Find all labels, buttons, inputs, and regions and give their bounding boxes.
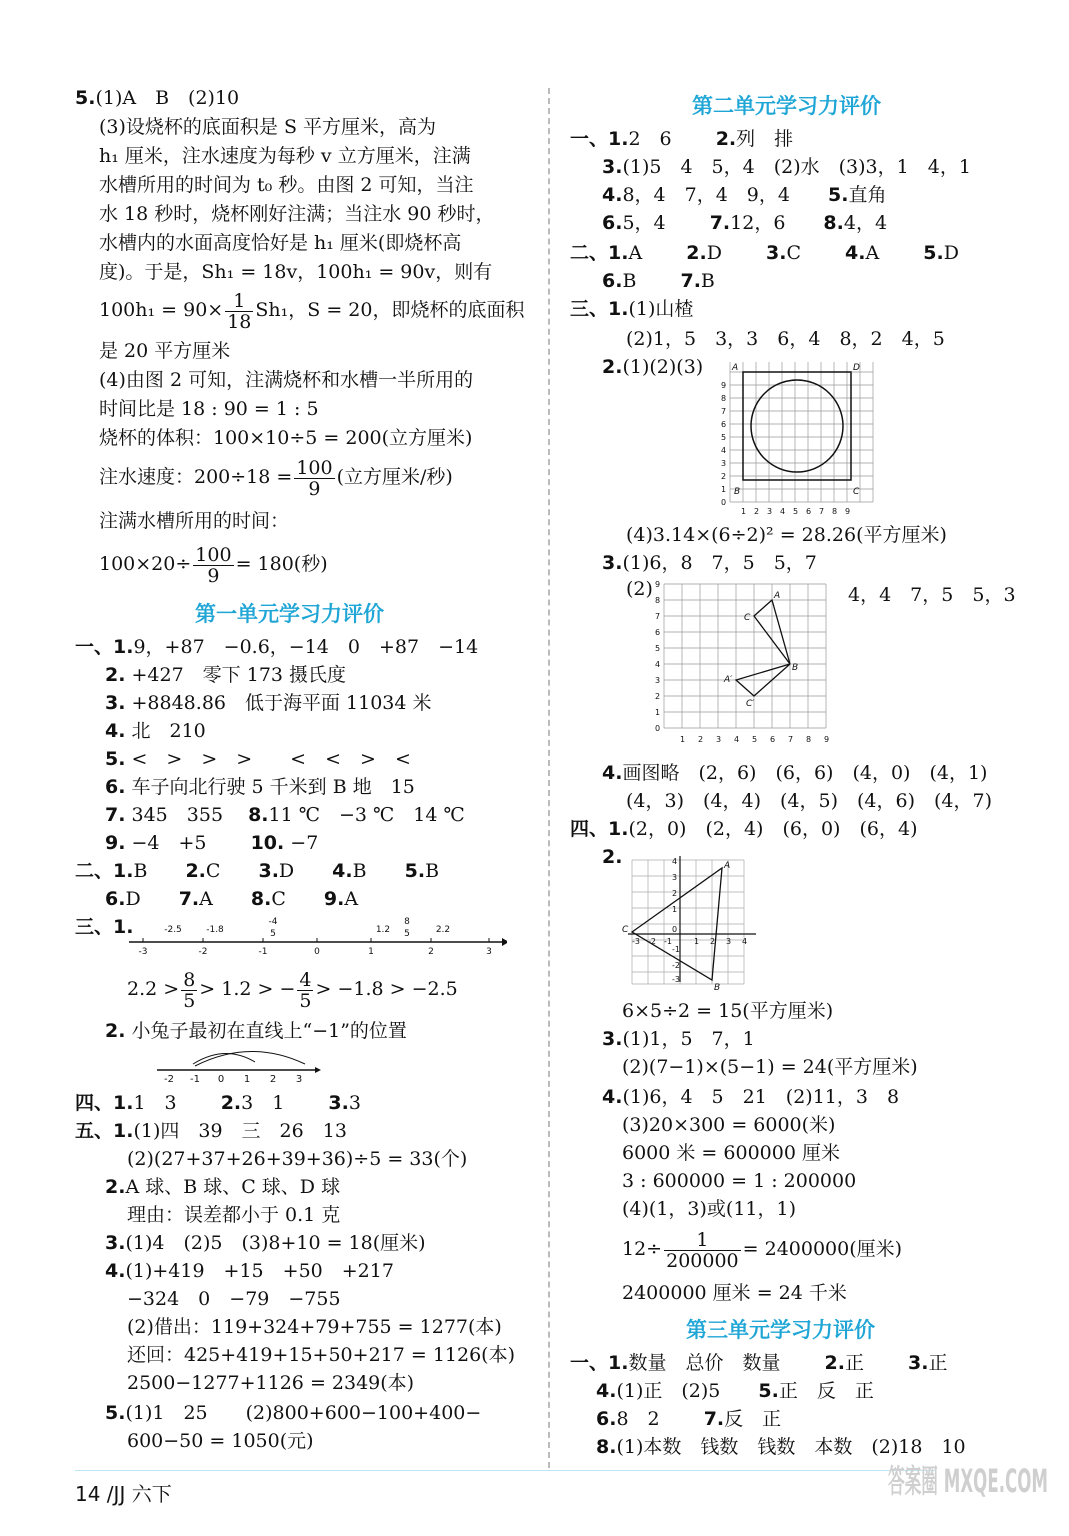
u1-iii-2: 2. 小兔子最初在直线上“−1”的位置 xyxy=(105,1020,407,1042)
svg-text:6: 6 xyxy=(806,507,812,516)
u2-iii-1b: (2)1，5 3，3 6，4 8，2 4，5 xyxy=(626,328,945,350)
u2-iv-3b: (2)(7−1)×(5−1) = 24(平方厘米) xyxy=(622,1056,918,1078)
svg-text:1: 1 xyxy=(741,507,747,516)
u2-iii-4b: (4，3) (4，4) (4，5) (4，6) (4，7) xyxy=(626,790,993,812)
svg-text:1: 1 xyxy=(243,1074,251,1084)
svg-text:1: 1 xyxy=(672,905,678,914)
svg-text:-4: -4 xyxy=(268,917,278,927)
svg-text:A′: A′ xyxy=(724,675,733,685)
svg-text:1: 1 xyxy=(694,937,700,946)
number-line-point-labels xyxy=(164,917,450,939)
svg-text:C: C xyxy=(744,613,751,623)
u2-iv-2-label: 2. xyxy=(602,846,623,868)
svg-text:4: 4 xyxy=(672,857,678,866)
svg-text:3: 3 xyxy=(726,937,732,946)
svg-text:9: 9 xyxy=(824,735,830,744)
unit3-title: 第三单元学习力评价 xyxy=(686,1318,875,1342)
u1-v-1: 五、1.(1)四 39 三 26 13 xyxy=(75,1120,347,1142)
svg-text:7: 7 xyxy=(655,612,661,621)
svg-text:8: 8 xyxy=(721,394,727,403)
triangle-grid-figure xyxy=(652,578,832,754)
number-line-arrow xyxy=(502,938,507,946)
page-footer: 14 /JJ 六下 xyxy=(75,1482,172,1506)
svg-text:0: 0 xyxy=(672,925,678,934)
u2-iv-2-answer: 6×5÷2 = 15(平方厘米) xyxy=(622,1000,834,1022)
watermark-graphic xyxy=(882,1456,1057,1530)
svg-text:4: 4 xyxy=(780,507,786,516)
svg-text:5: 5 xyxy=(721,433,727,442)
svg-text:0: 0 xyxy=(721,498,727,507)
svg-text:8: 8 xyxy=(832,507,838,516)
u1-i-3: 3. +8848.86 低于海平面 11034 米 xyxy=(105,692,432,714)
u2-iv-4e: (4)(1，3)或(11，1) xyxy=(622,1198,797,1220)
svg-text:1: 1 xyxy=(721,485,727,494)
svg-text:1: 1 xyxy=(368,947,374,957)
u2-iii-1: 三、1.(1)山楂 xyxy=(570,298,694,320)
u2-iii-3b: (2) xyxy=(626,578,653,600)
svg-text:2: 2 xyxy=(672,889,678,898)
footer-rule xyxy=(75,1470,935,1471)
svg-text:3: 3 xyxy=(295,1074,303,1084)
q5-4-line-a: (4)由图 2 可知，注满烧杯和水槽一半所用的 xyxy=(99,369,474,391)
q5-3-line-f: 度)。于是，Sh₁ = 18v，100h₁ = 90v，则有 xyxy=(99,261,493,283)
u1-i-6: 6. 车子向北行驶 5 千米到 B 地 15 xyxy=(105,776,415,798)
svg-text:-1.8: -1.8 xyxy=(206,925,224,935)
svg-text:5: 5 xyxy=(655,644,661,653)
u2-ii-row2: 6.B 7.B xyxy=(602,270,715,292)
svg-text:B: B xyxy=(734,487,741,497)
circle-grid-point-labels xyxy=(731,363,860,497)
svg-text:9: 9 xyxy=(655,580,661,589)
svg-text:-3: -3 xyxy=(632,937,640,946)
svg-text:C: C xyxy=(622,925,629,935)
u1-v-4c: (2)借出：119+324+79+755 = 1277(本) xyxy=(127,1316,502,1338)
rabbit-number-line xyxy=(155,1042,325,1084)
svg-text:3: 3 xyxy=(721,459,727,468)
u2-iii-2: 2.(1)(2)(3) xyxy=(602,356,704,378)
u2-iv-4f: 12÷ $\frac{1}{200000}$ = 2400000(厘米) xyxy=(622,1228,903,1272)
svg-text:2: 2 xyxy=(754,507,760,516)
u1-iv: 四、1.1 3 2.3 1 3.3 xyxy=(75,1092,361,1114)
svg-text:5: 5 xyxy=(270,929,276,939)
svg-text:2: 2 xyxy=(655,692,661,701)
u3-i-8: 8.(1)本数 钱数 钱数 本数 (2)18 10 xyxy=(596,1436,966,1458)
svg-text:8: 8 xyxy=(404,917,410,927)
rabbit-line-labels xyxy=(164,1074,302,1084)
u1-i-2: 2. +427 零下 173 摄氏度 xyxy=(105,664,347,686)
circle-grid-figure xyxy=(710,352,890,520)
triangle-axis-labels xyxy=(655,580,829,744)
svg-text:5: 5 xyxy=(752,735,758,744)
svg-text:3: 3 xyxy=(767,507,773,516)
svg-text:8: 8 xyxy=(655,596,661,605)
svg-text:B: B xyxy=(792,663,799,673)
svg-text:4: 4 xyxy=(742,937,748,946)
q5-3-line-e: 水槽内的水面高度恰好是 h₁ 厘米(即烧杯高 xyxy=(99,232,462,254)
svg-text:-3: -3 xyxy=(138,947,148,957)
u2-iv-4d: 3 : 600000 = 1 : 200000 xyxy=(622,1170,857,1192)
svg-text:7: 7 xyxy=(819,507,825,516)
q5-3-line-a: (3)设烧杯的底面积是 S 平方厘米，高为 xyxy=(99,116,437,138)
u2-i-4-5: 4.8，4 7，4 9，4 5.直角 xyxy=(602,184,887,206)
svg-text:9: 9 xyxy=(845,507,851,516)
triangle-grid-lines xyxy=(664,584,826,728)
u1-i-7-8: 7. 345 355 8.11 ℃ −3 ℃ 14 ℃ xyxy=(105,804,465,826)
q5-4-line-b: 时间比是 18 : 90 = 1 : 5 xyxy=(99,398,319,420)
u2-iii-4: 4.画图略 (2，6) (6，6) (4，0) (4，1) xyxy=(602,762,988,784)
number-line-figure xyxy=(127,912,507,962)
svg-text:2: 2 xyxy=(269,1074,277,1084)
column-divider xyxy=(548,88,550,1468)
svg-text:A: A xyxy=(774,591,781,601)
u2-i-1-2: 一、1.2 6 2.列 排 xyxy=(570,128,794,150)
svg-text:答案圈 MXQE.COM: 答案圈 MXQE.COM xyxy=(888,1462,1048,1500)
svg-text:-2.5: -2.5 xyxy=(164,925,182,935)
u1-i-4: 4. 北 210 xyxy=(105,720,206,742)
u2-iv-4: 4.(1)6，4 5 21 (2)11，3 8 xyxy=(602,1086,900,1108)
svg-text:3: 3 xyxy=(655,676,661,685)
u2-iv-1: 四、1.(2，0) (2，4) (6，0) (6，4) xyxy=(570,818,918,840)
q5-3-line-g: 100h₁ = 90× $\frac{1}{18}$ Sh₁，S = 20，即烧杯的底面积 xyxy=(99,289,525,333)
svg-text:4: 4 xyxy=(721,446,727,455)
svg-text:D: D xyxy=(853,363,860,373)
svg-text:9: 9 xyxy=(721,381,727,390)
q5-4-line-d: 注水速度：200÷18 = $\frac{100}{9}$ (立方厘米/秒) xyxy=(99,456,453,500)
u2-iii-3: 3.(1)6，8 7，5 5，7 xyxy=(602,552,817,574)
circle-grid-axis-labels xyxy=(721,381,850,516)
svg-text:-2: -2 xyxy=(198,947,208,957)
unit2-title: 第二单元学习力评价 xyxy=(692,94,881,118)
svg-text:4: 4 xyxy=(655,660,661,669)
u3-i-4-5: 4.(1)正 (2)5 5.正 反 正 xyxy=(596,1380,874,1402)
u2-iv-3: 3.(1)1，5 7，1 xyxy=(602,1028,755,1050)
u2-iv-4b: (3)20×300 = 6000(米) xyxy=(622,1114,836,1136)
u1-i-5: 5. < > > > < < > < xyxy=(105,748,411,770)
coordinate-triangle-figure xyxy=(620,852,760,992)
svg-text:0: 0 xyxy=(314,947,320,957)
u1-v-5: 5.(1)1 25 (2)800+600−100+400− xyxy=(105,1402,482,1424)
u1-iii-1-compare: 2.2 > $\frac{8}{5}$ > 1.2 > − $\frac{4}{5}$ > −1.8 > −2.5 xyxy=(127,968,458,1012)
svg-text:7: 7 xyxy=(721,407,727,416)
svg-text:-3: -3 xyxy=(672,975,680,984)
svg-text:-2: -2 xyxy=(648,937,656,946)
svg-text:3: 3 xyxy=(672,873,678,882)
svg-text:6: 6 xyxy=(721,420,727,429)
q5-3-line-b: h₁ 厘米，注水速度为每秒 v 立方厘米，注满 xyxy=(99,145,471,167)
svg-text:3: 3 xyxy=(716,735,722,744)
q5-3-line-h: 是 20 平方厘米 xyxy=(99,340,231,362)
svg-text:0: 0 xyxy=(217,1074,225,1084)
svg-text:8: 8 xyxy=(806,735,812,744)
u1-v-4: 4.(1)+419 +15 +50 +217 xyxy=(105,1260,394,1282)
u2-iii-3c: 4，4 7，5 5，3 xyxy=(848,584,1016,606)
u1-v-3: 3.(1)4 (2)5 (3)8+10 = 18(厘米) xyxy=(105,1232,426,1254)
svg-text:2.2: 2.2 xyxy=(435,925,451,935)
svg-text:B: B xyxy=(714,983,721,992)
svg-text:7: 7 xyxy=(788,735,794,744)
svg-text:-2: -2 xyxy=(672,961,680,970)
svg-text:5: 5 xyxy=(793,507,799,516)
svg-text:-1: -1 xyxy=(190,1074,200,1084)
svg-text:-2: -2 xyxy=(164,1074,174,1084)
q5-4-line-c: 烧杯的体积：100×10÷5 = 200(立方厘米) xyxy=(99,427,473,449)
u1-i-1: 一、1.9，+87 −0.6，−14 0 +87 −14 xyxy=(75,636,479,658)
svg-text:1.2: 1.2 xyxy=(375,925,391,935)
u1-i-9-10: 9. −4 +5 10. −7 xyxy=(105,832,319,854)
u1-v-5b: 600−50 = 1050(元) xyxy=(127,1430,314,1452)
q5-4-line-e: 注满水槽所用的时间： xyxy=(99,510,290,532)
svg-text:6: 6 xyxy=(770,735,776,744)
svg-text:3: 3 xyxy=(486,947,492,957)
inscribed-circle xyxy=(751,380,843,472)
u1-v-2: 2.A 球、B 球、C 球、D 球 xyxy=(105,1176,341,1198)
svg-text:2: 2 xyxy=(698,735,704,744)
u1-v-1b: (2)(27+37+26+39+36)÷5 = 33(个) xyxy=(127,1148,468,1170)
u2-i-3: 3.(1)5 4 5，4 (2)水 (3)3，1 4，1 xyxy=(602,156,971,178)
u2-iv-4g: 2400000 厘米 = 24 千米 xyxy=(622,1282,847,1304)
u1-v-4d: 还回：425+419+15+50+217 = 1126(本) xyxy=(127,1344,516,1366)
u1-ii-row2: 6.D 7.A 8.C 9.A xyxy=(105,888,359,910)
svg-text:A: A xyxy=(732,363,739,373)
svg-text:6: 6 xyxy=(655,628,661,637)
svg-text:5: 5 xyxy=(404,929,410,939)
u2-ii-row1: 二、1.A 2.D 3.C 4.A 5.D xyxy=(570,242,959,264)
q5-3-line-c: 水槽所用的时间为 t₀ 秒。由图 2 可知，当注 xyxy=(99,174,474,196)
watermark-logo xyxy=(882,1456,1057,1530)
u3-i-1-3: 一、1.数量 总价 数量 2.正 3.正 xyxy=(570,1352,948,1374)
svg-text:2: 2 xyxy=(721,472,727,481)
triangle-point-labels xyxy=(723,591,798,709)
svg-text:0: 0 xyxy=(655,724,661,733)
svg-text:-1: -1 xyxy=(672,945,680,954)
q5-3-line-d: 水 18 秒时，烧杯刚好注满；当注水 90 秒时， xyxy=(99,203,495,225)
q5-line1: 5.(1)A B (2)10 xyxy=(75,87,240,109)
svg-text:-1: -1 xyxy=(664,937,672,946)
u1-v-4b: −324 0 −79 −755 xyxy=(127,1288,341,1310)
unit1-title: 第一单元学习力评价 xyxy=(195,602,384,626)
u1-iii-1-label: 三、1. xyxy=(75,916,134,938)
q5-4-line-f: 100×20÷ $\frac{100}{9}$ = 180(秒) xyxy=(99,543,328,587)
u2-iii-2b: (4)3.14×(6÷2)² = 28.26(平方厘米) xyxy=(626,524,947,546)
svg-text:4: 4 xyxy=(734,735,740,744)
svg-text:2: 2 xyxy=(428,947,434,957)
number-line-tick-labels xyxy=(139,947,492,957)
svg-text:A: A xyxy=(724,861,731,871)
u1-v-4e: 2500−1277+1126 = 2349(本) xyxy=(127,1372,415,1394)
u3-i-6-7: 6.8 2 7.反 正 xyxy=(596,1408,782,1430)
svg-text:-1: -1 xyxy=(258,947,268,957)
square-abcd xyxy=(743,372,851,480)
u2-i-6-8: 6.5，4 7.12，6 8.4，4 xyxy=(602,212,888,234)
svg-text:1: 1 xyxy=(680,735,686,744)
svg-text:2: 2 xyxy=(710,937,716,946)
svg-text:C: C xyxy=(853,487,860,497)
u2-iv-4c: 6000 米 = 600000 厘米 xyxy=(622,1142,840,1164)
svg-text:1: 1 xyxy=(655,708,661,717)
u1-v-2b: 理由：误差都小于 0.1 克 xyxy=(127,1204,341,1226)
rabbit-line-arrow xyxy=(315,1067,321,1073)
svg-text:C′: C′ xyxy=(746,699,755,709)
u1-ii-row1: 二、1.B 2.C 3.D 4.B 5.B xyxy=(75,860,440,882)
